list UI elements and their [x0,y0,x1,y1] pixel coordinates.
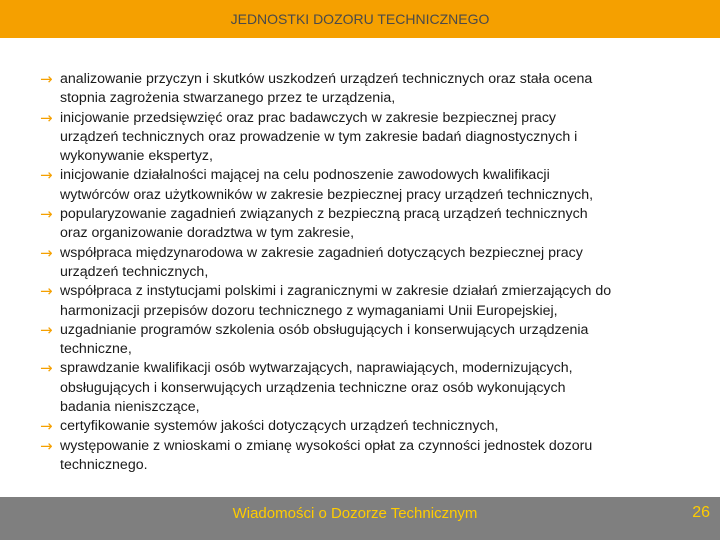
list-item [40,417,690,436]
list-item-text: występowanie z wnioskami o zmianę wysokości opłat za czynności jednostek dozoru technicznego. [60,437,593,473]
list-item [40,321,690,360]
list-item-text: uzgadnianie programów szkolenia osób obsługujących i konserwujących urządzenia techniczne, [60,321,589,358]
arrow-right-icon: → [40,436,53,455]
arrow-right-icon: → [40,320,53,339]
header-bar [0,0,720,38]
list-item-text: certyfikowanie systemów jakości dotyczących urządzeń technicznych, [60,418,499,435]
list-item [40,437,690,476]
list-item [40,109,690,167]
arrow-right-icon: → [40,205,53,224]
footer-bar [0,497,720,540]
bullet-list [40,70,690,475]
list-item [40,166,690,205]
page-number: 26 [692,504,710,521]
list-item-text: popularyzowanie zagadnień związanych z bezpieczną pracą urządzeń technicznych oraz organizowanie doradztwa w tym zakresie, [60,206,588,242]
arrow-right-icon: → [40,166,53,185]
list-item-text: sprawdzanie kwalifikacji osób wytwarzających, naprawiających, modernizujących, obsługujących i konserwujących urządzenia techniczne oraz osób wykonujących badania nieniszczące, [60,360,573,416]
list-item [40,70,690,109]
list-item-text: inicjowanie przedsięwzięć oraz prac badawczych w zakresie bezpiecznej pracy urządzeń technicznych oraz prowadzenie w tym zakresie badań diagnostycznych i wykonywanie ekspertyz, [60,109,578,165]
list-item [40,282,690,321]
list-item-text: współpraca z instytucjami polskimi i zagranicznymi w zakresie działań zmierzających do harmonizacji przepisów dozoru technicznego z wymaganiami Unii Europejskiej, [60,283,612,319]
list-item [40,244,690,283]
list-item [40,359,690,417]
arrow-right-icon: → [40,417,53,436]
list-item-text: inicjowanie działalności mającej na celu podnoszenie zawodowych kwalifikacji wytwórców oraz użytkowników w zakresie bezpiecznej pracy urządzeń technicznych, [60,167,594,203]
arrow-right-icon: → [40,243,53,262]
footer-title: Wiadomości o Dozorze Technicznym [232,505,478,522]
arrow-right-icon: → [40,108,53,127]
arrow-right-icon: → [40,70,53,88]
list-item-text: współpraca międzynarodowa w zakresie zagadnień dotyczących bezpiecznej pracy urządzeń technicznych, [60,244,583,280]
arrow-right-icon: → [40,282,53,301]
list-item [40,205,690,244]
page-title: JEDNOSTKI DOZORU TECHNICZNEGO [230,11,490,27]
list-item-text: analizowanie przyczyn i skutków uszkodzeń urządzeń technicznych oraz stała ocena stopnia zagrożenia stwarzanego przez te urządzenia, [60,71,593,107]
arrow-right-icon: → [40,359,53,378]
